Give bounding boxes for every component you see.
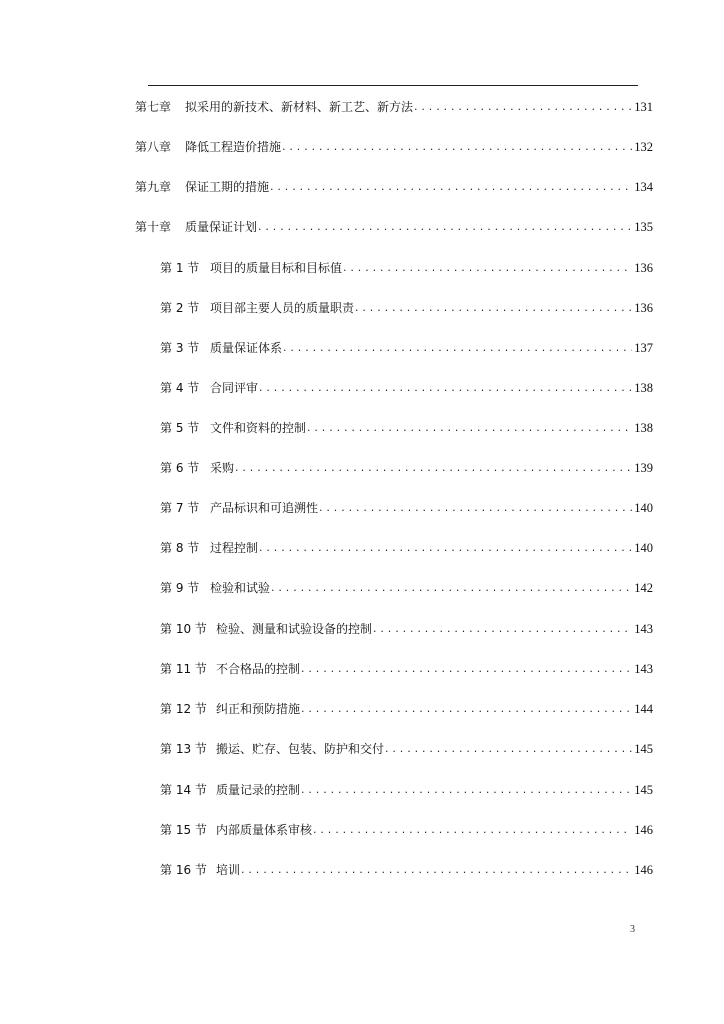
dot-leader xyxy=(283,341,632,353)
toc-entry-section-12[interactable] xyxy=(160,697,653,717)
dot-leader xyxy=(241,863,632,875)
dot-leader xyxy=(313,823,632,835)
toc-entry-number: 第 9 节 xyxy=(160,581,200,595)
toc-entry-chapter-9[interactable] xyxy=(135,175,653,195)
toc-entry-number: 第 11 节 xyxy=(160,662,207,676)
toc-entry-page: 136 xyxy=(634,301,653,315)
toc-entry-title: 降低工程造价措施 xyxy=(185,140,282,154)
toc-entry-number: 第八章 xyxy=(135,140,172,154)
toc-entry-title: 培训 xyxy=(216,863,241,877)
toc-entry-title: 搬运、贮存、包装、防护和交付 xyxy=(216,742,385,756)
toc-entry-chapter-8[interactable] xyxy=(135,135,653,155)
toc-entry-page: 140 xyxy=(634,501,653,515)
dot-leader xyxy=(301,702,632,714)
toc-entry-section-7[interactable] xyxy=(160,496,653,516)
dot-leader xyxy=(301,662,632,674)
toc-entry-number: 第九章 xyxy=(135,180,172,194)
dot-leader xyxy=(258,220,632,232)
toc-entry-number: 第 5 节 xyxy=(160,421,200,435)
toc-entry-page: 143 xyxy=(634,622,653,636)
dot-leader xyxy=(307,421,632,433)
toc-entry-number: 第 15 节 xyxy=(160,823,207,837)
toc-entry-section-6[interactable] xyxy=(160,456,653,476)
dot-leader xyxy=(270,180,632,192)
dot-leader xyxy=(414,100,632,112)
toc-entry-number: 第 3 节 xyxy=(160,341,200,355)
toc-entry-page: 138 xyxy=(634,421,653,435)
dot-leader xyxy=(373,622,632,634)
toc-entry-number: 第 14 节 xyxy=(160,783,207,797)
dot-leader xyxy=(319,501,632,513)
toc-entry-title: 检验、测量和试验设备的控制 xyxy=(216,622,373,636)
toc-entry-chapter-10[interactable] xyxy=(135,215,653,235)
toc-entry-title: 质量保证体系 xyxy=(210,341,283,355)
toc-entry-page: 146 xyxy=(634,863,653,877)
toc-entry-page: 144 xyxy=(634,702,653,716)
toc-entry-number: 第 16 节 xyxy=(160,863,207,877)
toc-entry-title: 检验和试验 xyxy=(210,581,271,595)
dot-leader xyxy=(301,783,632,795)
toc-entry-number: 第 13 节 xyxy=(160,742,207,756)
toc-entry-page: 143 xyxy=(634,662,653,676)
dot-leader xyxy=(343,261,632,273)
toc-entry-page: 136 xyxy=(634,261,653,275)
toc-entry-title: 项目部主要人员的质量职责 xyxy=(210,301,355,315)
toc-entry-number: 第 6 节 xyxy=(160,461,200,475)
toc-entry-section-11[interactable] xyxy=(160,657,653,677)
toc-entry-section-4[interactable] xyxy=(160,376,653,396)
toc-entry-number: 第 8 节 xyxy=(160,541,200,555)
toc-entry-page: 139 xyxy=(634,461,653,475)
toc-entry-title: 保证工期的措施 xyxy=(185,180,270,194)
toc-entry-page: 140 xyxy=(634,541,653,555)
toc-entry-section-5[interactable] xyxy=(160,416,653,436)
toc-entry-section-16[interactable] xyxy=(160,858,653,878)
toc-entry-title: 不合格品的控制 xyxy=(216,662,301,676)
toc-entry-section-13[interactable] xyxy=(160,737,653,757)
toc-entry-page: 145 xyxy=(634,783,653,797)
toc-entry-title: 产品标识和可追溯性 xyxy=(210,501,319,515)
toc-entry-section-3[interactable] xyxy=(160,336,653,356)
toc-entry-number: 第 1 节 xyxy=(160,261,200,275)
toc-entry-title: 纠正和预防措施 xyxy=(216,702,301,716)
toc-entry-title: 拟采用的新技术、新材料、新工艺、新方法 xyxy=(185,100,414,114)
header-rule xyxy=(148,85,638,86)
toc-entry-number: 第 7 节 xyxy=(160,501,200,515)
toc-entry-title: 项目的质量目标和目标值 xyxy=(210,261,343,275)
toc-entry-title: 质量记录的控制 xyxy=(216,783,301,797)
toc-entry-page: 142 xyxy=(634,581,653,595)
toc-entry-page: 131 xyxy=(634,100,653,114)
toc-entry-page: 146 xyxy=(634,823,653,837)
toc-entry-title: 采购 xyxy=(210,461,235,475)
page-number: 3 xyxy=(630,924,635,935)
toc-entry-section-15[interactable] xyxy=(160,818,653,838)
toc-entry-page: 132 xyxy=(634,140,653,154)
dot-leader xyxy=(282,140,632,152)
toc-entry-title: 内部质量体系审核 xyxy=(216,823,313,837)
toc-entry-number: 第七章 xyxy=(135,100,172,114)
toc-entry-section-14[interactable] xyxy=(160,778,653,798)
toc-entry-number: 第 12 节 xyxy=(160,702,207,716)
toc-entry-section-9[interactable] xyxy=(160,576,653,596)
toc-entry-page: 138 xyxy=(634,381,653,395)
toc-entry-page: 145 xyxy=(634,742,653,756)
toc-entry-title: 文件和资料的控制 xyxy=(210,421,307,435)
dot-leader xyxy=(355,301,632,313)
dot-leader xyxy=(385,742,632,754)
toc-entry-page: 134 xyxy=(634,180,653,194)
dot-leader xyxy=(259,541,632,553)
dot-leader xyxy=(271,581,632,593)
toc-entry-chapter-7[interactable] xyxy=(135,95,653,115)
toc-entry-section-2[interactable] xyxy=(160,296,653,316)
toc-entry-page: 137 xyxy=(634,341,653,355)
toc-entry-section-1[interactable] xyxy=(160,256,653,276)
toc-entry-section-8[interactable] xyxy=(160,536,653,556)
toc-entry-page: 135 xyxy=(634,220,653,234)
toc-entry-number: 第 4 节 xyxy=(160,381,200,395)
toc-entry-title: 质量保证计划 xyxy=(185,220,258,234)
toc-entry-number: 第十章 xyxy=(135,220,172,234)
dot-leader xyxy=(259,381,632,393)
dot-leader xyxy=(235,461,632,473)
toc-entry-section-10[interactable] xyxy=(160,617,653,637)
toc-entry-number: 第 2 节 xyxy=(160,301,200,315)
toc-entry-title: 合同评审 xyxy=(210,381,259,395)
toc-entry-title: 过程控制 xyxy=(210,541,259,555)
toc-entry-number: 第 10 节 xyxy=(160,622,207,636)
